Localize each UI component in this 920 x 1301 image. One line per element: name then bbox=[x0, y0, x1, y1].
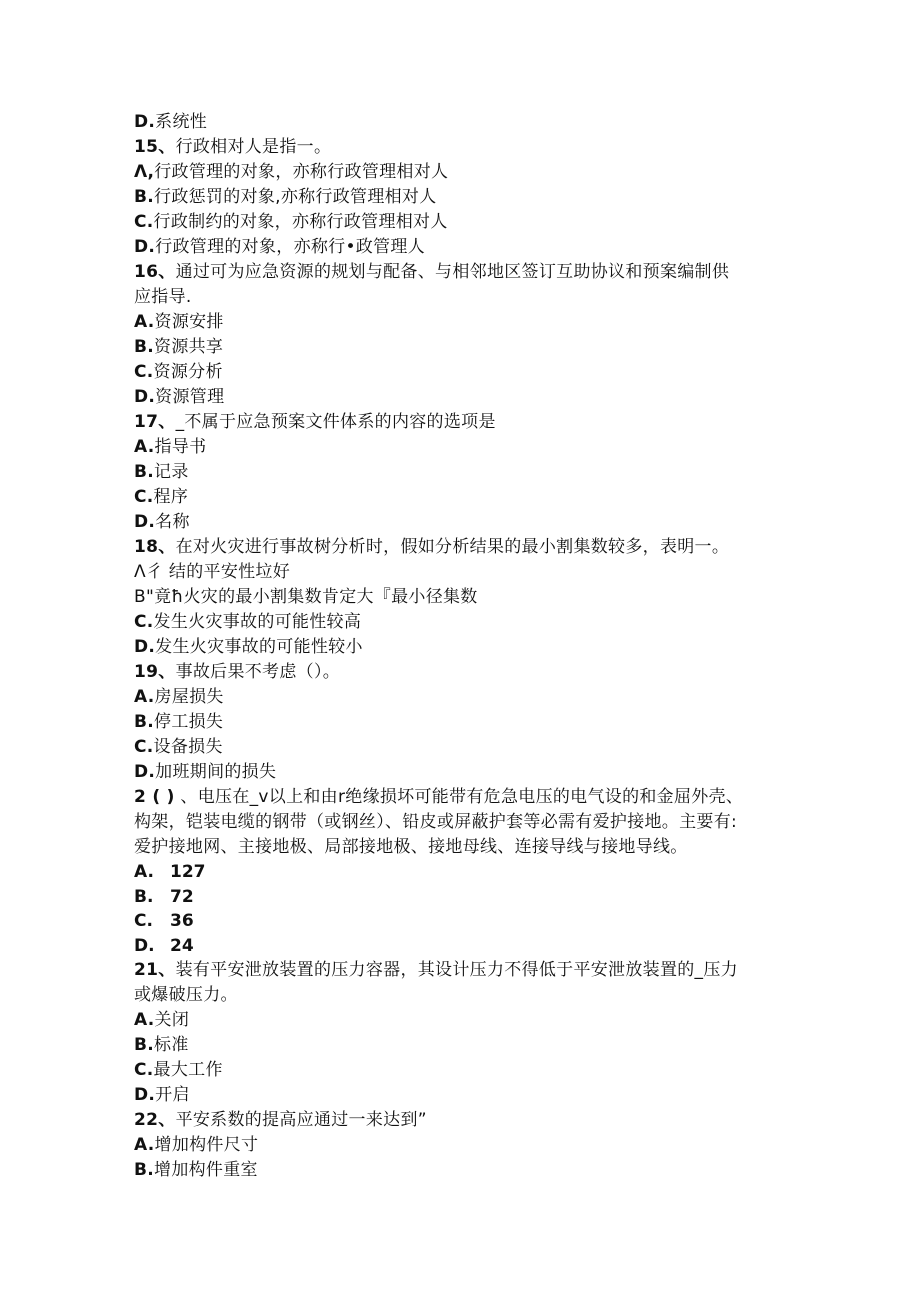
option-line: Λ,行政管理的对象，亦称行政管理相对人 bbox=[134, 162, 449, 182]
option-line: B.行政惩罚的对象,亦称行政管理相对人 bbox=[134, 187, 437, 207]
option-line: D.名称 bbox=[134, 512, 190, 532]
option-line: C.发生火灾事故的可能性较高 bbox=[134, 612, 362, 632]
option-line: C.程序 bbox=[134, 487, 189, 507]
option-value: 127 bbox=[170, 862, 206, 882]
option-line: C.最大工作 bbox=[134, 1060, 223, 1080]
option-letter: D. bbox=[134, 935, 155, 956]
question-20-cont: 构架，铠装电缆的钢带（或钢丝）、铅皮或屏蔽护套等必需有爱护接地。主要有: bbox=[134, 812, 738, 832]
question-19: 19、事故后果不考虑（）。 bbox=[134, 662, 341, 682]
question-17: 17、_不属于应急预案文件体系的内容的选项是 bbox=[134, 412, 496, 432]
option-line: B.资源共享 bbox=[134, 337, 224, 357]
option-value: 24 bbox=[170, 935, 194, 956]
question-20-cont: 爱护接地网、主接地极、局部接地极、接地母线、连接导线与接地导线。 bbox=[134, 837, 688, 857]
option-line: A.关闭 bbox=[134, 1010, 190, 1030]
question-21: 21、装有平安泄放装置的压力容器，其设计压力不得低于平安泄放装置的_压力 bbox=[134, 960, 738, 980]
option-letter: B. bbox=[134, 886, 154, 907]
option-line: C.行政制约的对象，亦称行政管理相对人 bbox=[134, 212, 448, 232]
option-line: A.增加构件尺寸 bbox=[134, 1135, 259, 1155]
option-letter: C. bbox=[134, 911, 153, 931]
option-line: D.资源管理 bbox=[134, 387, 225, 407]
numeric-option bbox=[134, 934, 794, 959]
question-16-cont: 应指导. bbox=[134, 287, 192, 307]
option-value: 72 bbox=[170, 886, 194, 907]
option-line: D.发生火灾事故的可能性较小 bbox=[134, 637, 363, 657]
text-line: D.系统性 bbox=[134, 112, 208, 132]
option-line: A.指导书 bbox=[134, 437, 207, 457]
option-line: A.资源安排 bbox=[134, 312, 224, 332]
question-21-cont: 或爆破压力。 bbox=[134, 985, 238, 1005]
option-letter: A. bbox=[134, 862, 154, 882]
question-22: 22、平安系数的提高应通过一来达到” bbox=[134, 1110, 427, 1130]
question-20: 2 ( ) 、电压在_v以上和由r绝缘损坏可能带有危急电压的电气设的和金屈外壳、 bbox=[134, 787, 744, 807]
question-18: 18、在对火灾进行事故树分析时，假如分析结果的最小割集数较多，表明一。 bbox=[134, 537, 730, 557]
option-line: C.设备损失 bbox=[134, 737, 223, 757]
option-line: D.加班期间的损失 bbox=[134, 762, 277, 782]
text-block-2 bbox=[134, 958, 794, 1183]
option-value: 36 bbox=[170, 911, 194, 931]
option-line: B.记录 bbox=[134, 462, 189, 482]
text-block-1 bbox=[134, 110, 794, 860]
question-16: 16、通过可为应急资源的规划与配备、与相邻地区签订互助协议和预案编制供 bbox=[134, 262, 730, 282]
option-line: C.资源分析 bbox=[134, 362, 223, 382]
question-15: 15、行政相对人是指一。 bbox=[134, 137, 332, 157]
option-line: Λ彳 结的平安性垃好 bbox=[134, 562, 291, 582]
option-line: D.开启 bbox=[134, 1085, 190, 1105]
document-page bbox=[134, 110, 794, 1183]
option-line: B.增加构件重室 bbox=[134, 1160, 258, 1180]
option-line: B.停工损失 bbox=[134, 712, 224, 732]
option-line: A.房屋损失 bbox=[134, 687, 224, 707]
option-line: D.行政管理的对象，亦称行•政管理人 bbox=[134, 237, 425, 257]
option-line: B"竟ħ火灾的最小割集数肯定大『最小径集数 bbox=[134, 587, 478, 607]
option-line: B.标准 bbox=[134, 1035, 189, 1055]
numeric-options bbox=[134, 860, 794, 958]
numeric-option bbox=[134, 885, 794, 910]
numeric-option bbox=[134, 860, 794, 885]
numeric-option bbox=[134, 909, 794, 934]
